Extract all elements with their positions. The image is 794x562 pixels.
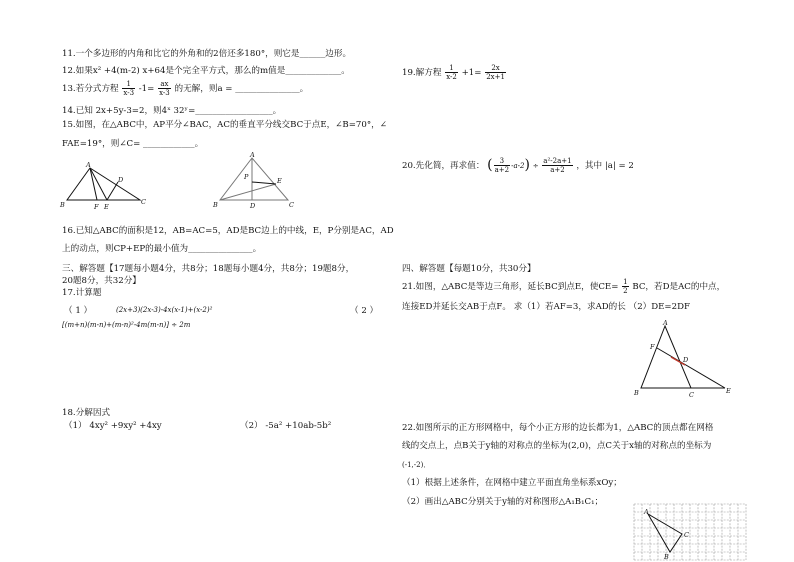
fraction: $\frac{\text{a²-2a+1}}{a+2}$	[543, 157, 572, 174]
label-f: F	[650, 343, 655, 351]
fraction: $\frac{1}{x-2}$	[446, 64, 457, 81]
label-b: B	[634, 389, 639, 397]
question-14: 14.已知 2x+5y-3=2，则4ˣ 32ʸ=__________________。	[62, 106, 282, 116]
fraction: $\frac{1}{x-3}$	[123, 80, 135, 97]
figure-equilateral-triangle	[625, 320, 737, 400]
question-17-2-label: （ 2 ）	[350, 306, 379, 316]
question-21-line1	[402, 278, 725, 295]
question-11: 11.一个多边形的内角和比它的外角和的2倍还多180°，则它是______边形。	[62, 49, 352, 59]
label-f: F	[94, 203, 99, 211]
label-b: B	[213, 201, 218, 209]
question-18-1: （1） 4xy² +9xy² +4xy	[64, 421, 162, 431]
question-22-line1: 22.如图所示的正方形网格中，每个小正方形的边长都为1，△ABC的顶点都在网格	[402, 423, 714, 433]
question-18-2: （2） -5a² +10ab-5b²	[240, 421, 332, 431]
label-d: D	[683, 356, 689, 364]
question-22-part1: （1）根据上述条件，在网格中建立平面直角坐标系xOy；	[402, 478, 622, 488]
label-c: C	[141, 198, 146, 206]
section-3-heading-line1: 三、解答题【17题每小题4分，共8分；18题每小题4分，共8分；19题8分，	[62, 264, 355, 274]
question-12-text: 12.如果x² +4(m-2) x+64是个完全平方式，那么的m值是	[62, 66, 286, 76]
question-16-line1: 16.已知△ABC的面积是12，AB=AC=5，AD是BC边上的中线，E，P分别是AC，AD	[62, 226, 394, 236]
label-b: B	[60, 201, 65, 209]
question-13-mid: -1=	[138, 84, 155, 94]
question-22-line3: (-1,-2)．	[402, 461, 431, 469]
figure-grid	[634, 504, 752, 562]
question-13-suffix: 的无解，则a = _______________。	[174, 84, 309, 94]
label-c: C	[289, 201, 294, 209]
label-a: A	[663, 319, 668, 327]
label-c: C	[689, 391, 694, 399]
question-19-prefix: 19.解方程	[402, 68, 442, 78]
question-12	[62, 66, 350, 77]
label-p: P	[244, 173, 249, 181]
section-4-heading: 四、解答题【每题10分，共30分】	[402, 264, 536, 274]
fraction: $\frac{1}{2}$	[623, 278, 628, 295]
question-22-line2: 线的交点上，点B关于y轴的对称点的坐标为(2,0)，点C关于x轴的对称点的坐标为	[402, 441, 712, 451]
question-18-title: 18.分解因式	[62, 408, 111, 418]
figure-triangle-abc-2	[210, 152, 300, 212]
label-d: D	[118, 176, 124, 184]
section-3-heading-line2: 20题8分，共32分】	[62, 276, 141, 286]
label-a: A	[86, 161, 91, 169]
label-c: C	[684, 531, 689, 539]
question-20-suffix: ，其中 |a| = 2	[576, 161, 634, 171]
label-e: E	[726, 387, 731, 395]
question-19	[402, 64, 507, 81]
question-16-line2: 上的动点，则CP+EP的最小值为_______________。	[62, 244, 262, 254]
fraction: $\frac{3}{a+2}$	[494, 157, 510, 174]
question-17-1-expr: (2x+3)(2x-3)-4x(x-1)+(x-2)²	[116, 306, 213, 314]
label-a: A	[644, 508, 649, 516]
question-12-blank: _____________。	[285, 66, 350, 76]
question-22-part2: （2）画出△ABC分别关于y轴的对称图形△A₁B₁C₁；	[402, 497, 604, 507]
question-19-mid: +1=	[461, 68, 482, 78]
question-17-1-label: （ 1 ）	[64, 306, 93, 316]
question-21-text-a: 21.如图，△ABC是等边三角形，延长BC到点E，使CE=	[402, 282, 619, 292]
label-a: A	[250, 151, 255, 159]
label-d: D	[250, 202, 256, 210]
question-15-line2: FAE=19°，则∠C= ____________。	[62, 139, 204, 149]
fraction: $\frac{2x}{2x+1}$	[486, 64, 505, 81]
question-17-title: 17.计算题	[62, 288, 102, 298]
label-e: E	[277, 177, 282, 185]
question-21-text-b: BC，若D是AC的中点，	[632, 282, 726, 292]
question-17-2-expr: [(m+n)(m-n)+(m-n)²-4m(m-n)] ÷ 2m	[62, 321, 191, 329]
question-20: 20.先化简，再求值： ( $\frac{3}{a+2}$ -a-2) ÷ $\frac{\text{a²-2a+1}}{a+2}$ ，其中 |a| = 2	[402, 157, 634, 174]
question-21-line2: 连接ED并延长交AB于点F。 求（1）若AF=3，求AD的长 （2）DE=2DF	[402, 302, 690, 312]
label-b: B	[664, 553, 669, 561]
fraction: $\frac{ax}{x-3}$	[159, 80, 170, 97]
question-13-prefix: 13.若分式方程	[62, 84, 119, 94]
question-15-line1: 15.如图，在△ABC中，AP平分∠BAC，AC的垂直平分线交BC于点E，∠B=70°，∠	[62, 120, 387, 130]
question-13	[62, 80, 308, 97]
question-20-paren-rest: -a-2	[511, 162, 525, 170]
label-e: E	[104, 203, 109, 211]
question-20-prefix: 20.先化简，再求值：	[402, 161, 485, 171]
figure-triangle-abc-1	[60, 160, 150, 212]
